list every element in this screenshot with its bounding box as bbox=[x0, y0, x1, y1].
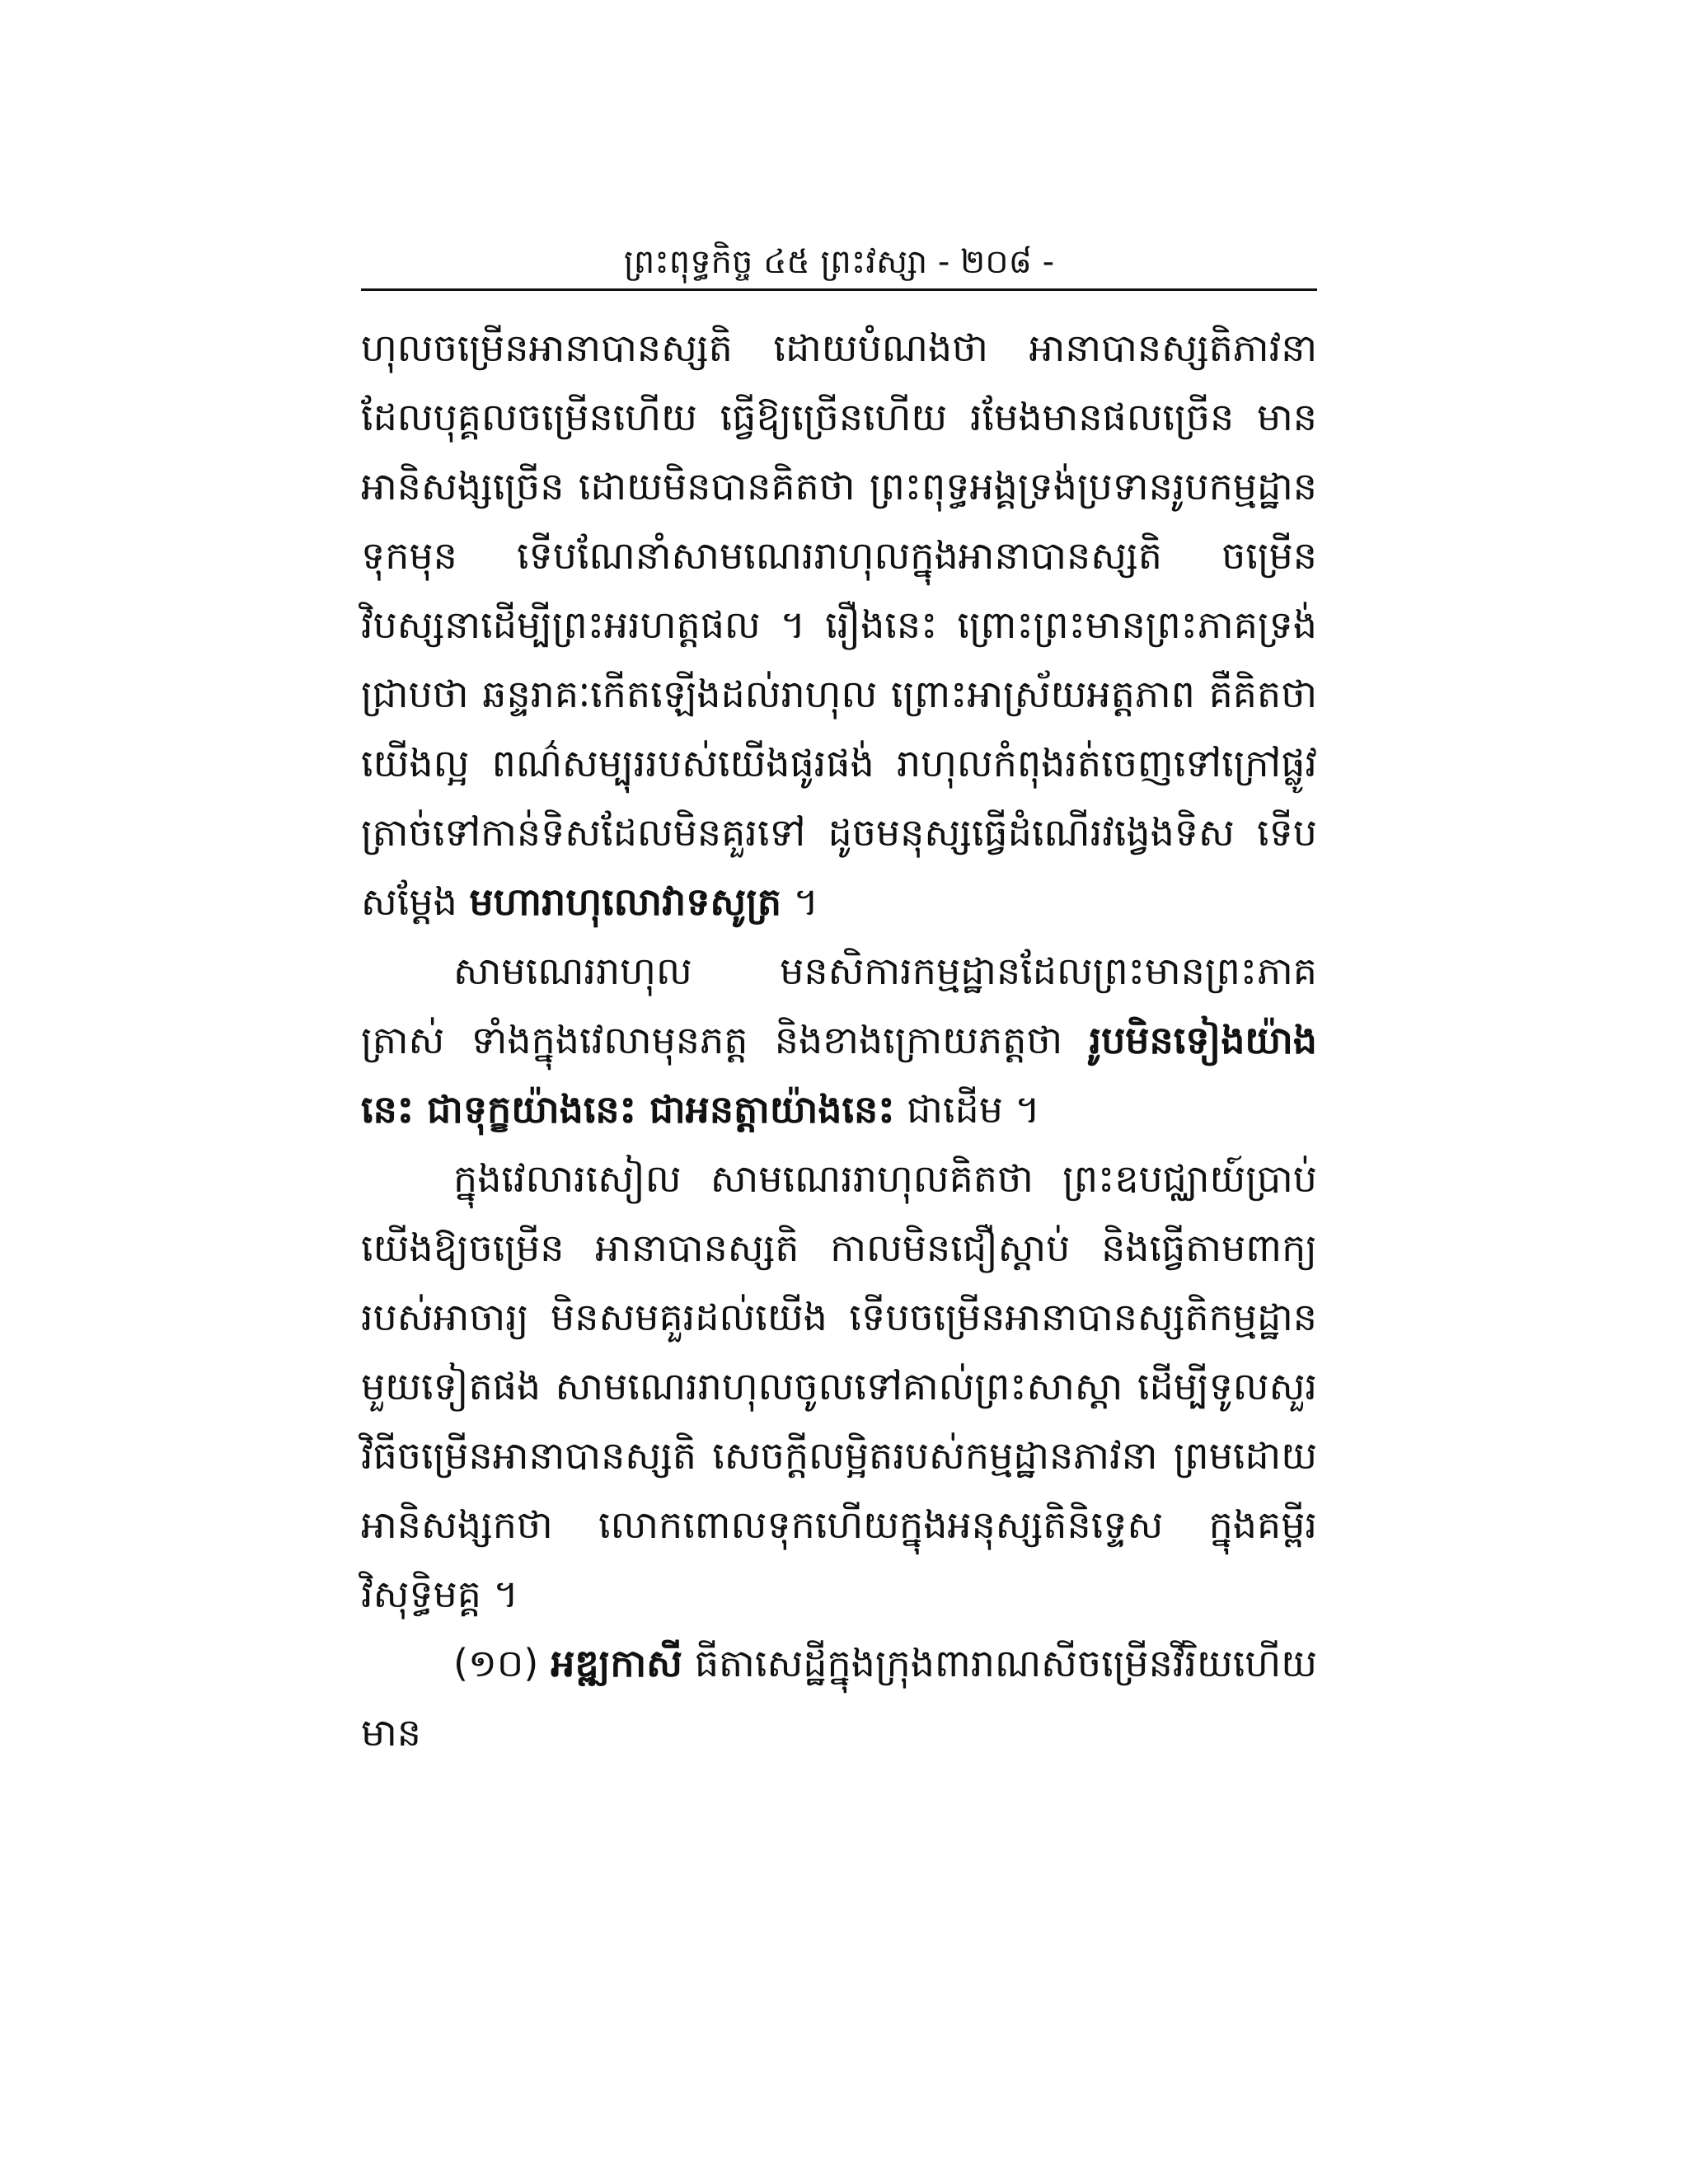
paragraph-2 bbox=[361, 936, 1317, 1144]
running-title: ព្រះពុទ្ធកិច្ច ៤៥ ព្រះវស្សា - ២០៨ - bbox=[623, 243, 1055, 281]
running-header bbox=[361, 229, 1317, 282]
sutta-title: មហារាហុលោវាទសូត្រ bbox=[469, 879, 782, 924]
header-rule bbox=[361, 288, 1317, 291]
body-text bbox=[361, 313, 1317, 1767]
emphasized-phrase: រូបមិនទៀងយ៉ាងនេះ ជាទុក្ខយ៉ាងនេះ ជាអនត្តាយ៉ាងនេះ bbox=[361, 1018, 1317, 1132]
text-run: ។ bbox=[781, 879, 819, 924]
paragraph-3 bbox=[361, 1144, 1317, 1629]
text-run: ហុលចម្រើនអានាបានស្សតិ ដោយបំណងថា អានាបានស្សតិភាវនាដែលបុគ្គលចម្រើនហើយ ធ្វើឱ្យច្រើនហើយ រមែងមានផលច្រើន មានអានិសង្សច្រើន ដោយមិនបានគិតថា ព្រះពុទ្ធអង្គទ្រង់ប្រទានរូបកម្មដ្ឋានទុកមុន ទើបណែនាំសាមណេររាហុលក្នុងអានាបានស្សតិ ចម្រើនវិបស្សនាដើម្បីព្រះអរហត្តផល ។ រឿងនេះ ព្រោះព្រះមានព្រះភាគទ្រង់ជ្រាបថា ឆន្ទរាគៈកើតឡើងដល់រាហុល ព្រោះអាស្រ័យអត្តភាព គឺគិតថា យើងល្អ ពណ៌សម្បុររបស់យើងផូរផង់ រាហុលកំពុងរត់ចេញទៅក្រៅផ្លូវ ត្រាច់ទៅកាន់ទិសដែលមិនគួរទៅ ដូចមនុស្សធ្វើដំណើរវង្វេងទិស ទើបសម្តែង bbox=[361, 326, 1317, 924]
person-name: អឌ្ឍកាសី bbox=[551, 1641, 682, 1685]
paragraph-1 bbox=[361, 313, 1317, 936]
item-number: (១០) bbox=[453, 1641, 551, 1685]
text-run: ជាដើម ។ bbox=[894, 1087, 1040, 1132]
text-run: ធីតាសេដ្ឋីក្នុងក្រុងពារាណសីចម្រើនវីរិយហើយ មាន bbox=[361, 1641, 1317, 1755]
text-run: សាមណេររាហុល មនសិការកម្មដ្ឋានដែលព្រះមានព្រះភាគត្រាស់ ទាំងក្នុងវេលាមុនភត្ត និងខាងក្រោយភត្តថា bbox=[361, 949, 1317, 1062]
text-run: ក្នុងវេលារសៀល សាមណេររាហុលគិតថា ព្រះឧបជ្ឈាយ៍ប្រាប់យើងឱ្យចម្រើន អានាបានស្សតិ កាលមិនជឿស្តាប់ និងធ្វើតាមពាក្យរបស់អាចារ្យ មិនសមគួរដល់យើង ទើបចម្រើនអានាបានស្សតិកម្មដ្ឋានមួយទៀតផង សាមណេររាហុលចូលទៅគាល់ព្រះសាស្តា ដើម្បីទូលសួរវិធីចម្រើនអានាបានស្សតិ សេចក្តីលម្អិតរបស់កម្មដ្ឋានភាវនា ព្រមដោយអានិសង្សកថា លោកពោលទុកហើយក្នុងអនុស្សតិនិទ្ទេស ក្នុងគម្ពីរវិសុទ្ធិមគ្គ ។ bbox=[361, 1156, 1317, 1616]
paragraph-4 bbox=[361, 1629, 1317, 1767]
